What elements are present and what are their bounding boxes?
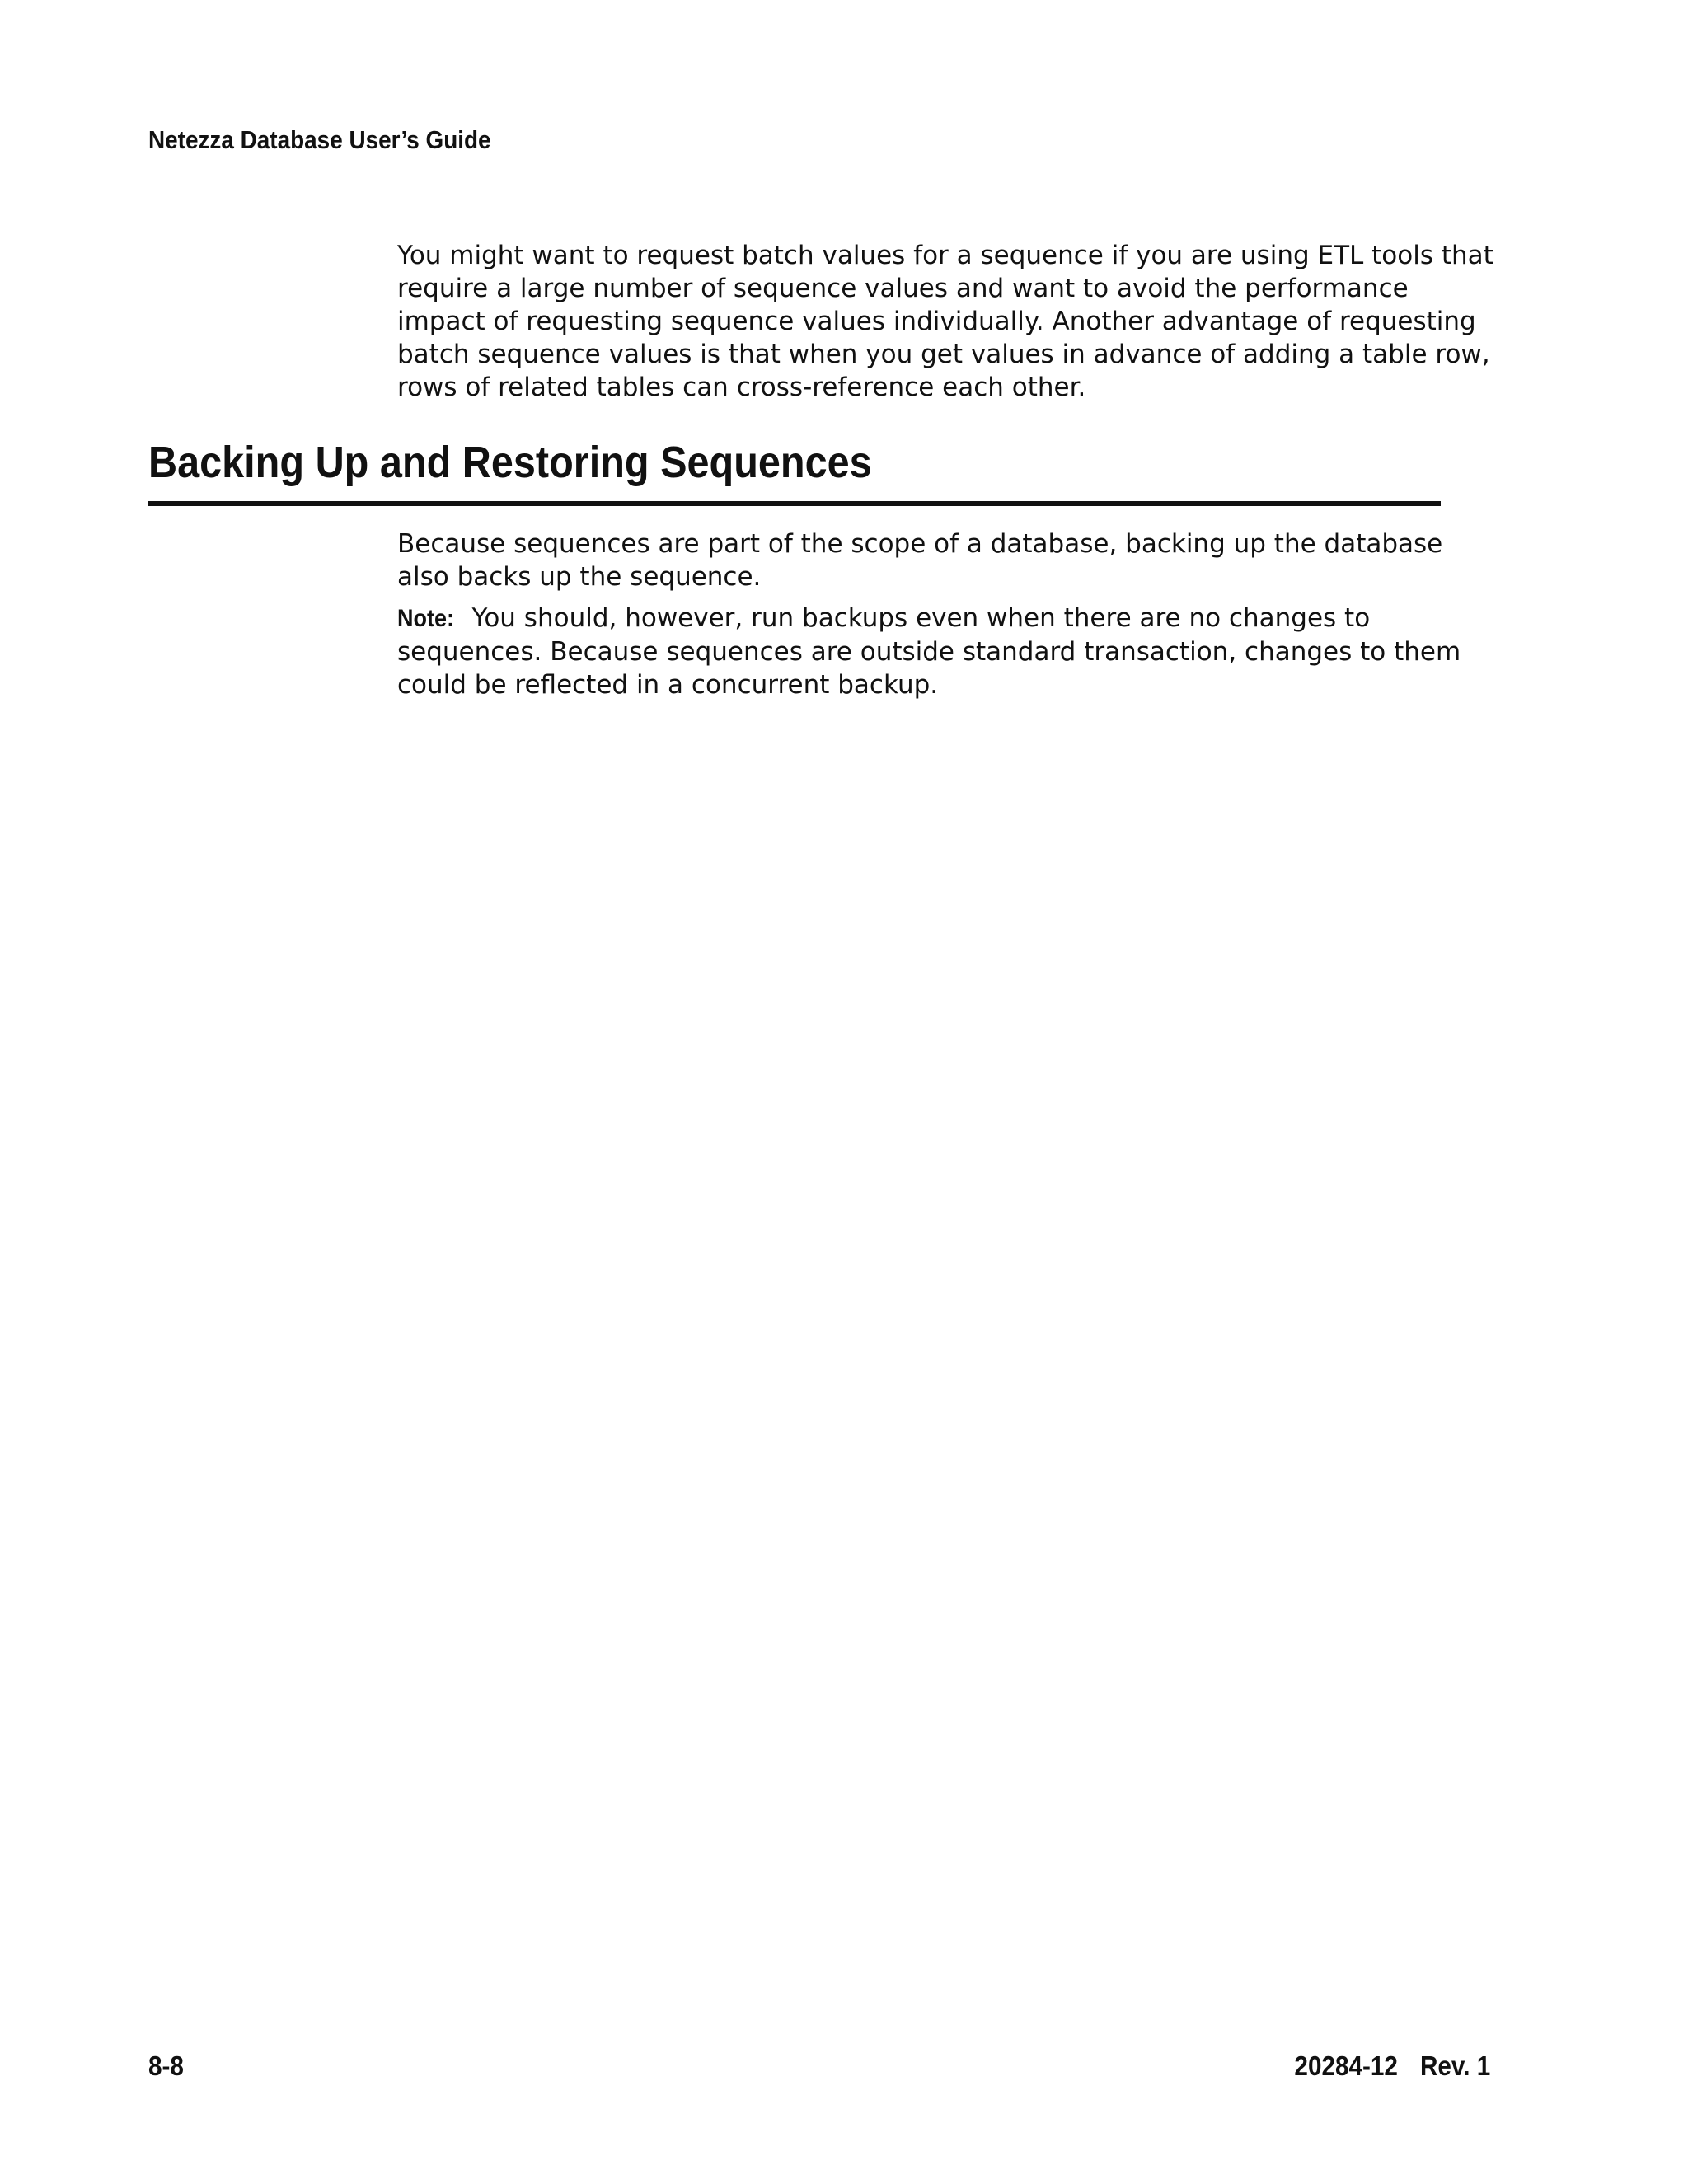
heading-rule	[148, 501, 1441, 506]
running-header: Netezza Database User’s Guide	[148, 125, 491, 154]
section-heading: Backing Up and Restoring Sequences	[148, 438, 872, 487]
note-label: Note:	[397, 605, 454, 632]
note-text: You should, however, run backups even when there are no changes to sequences. Because sequences are outside standard transaction, changes to them could be reflected in a concurrent backup.	[397, 603, 1461, 700]
doc-number: 20284-12	[1294, 2050, 1398, 2081]
revision: Rev. 1	[1419, 2050, 1490, 2081]
footer-doc-info	[1294, 2050, 1490, 2082]
intro-paragraph: You might want to request batch values for a sequence if you are using ETL tools that require a large number of sequence values and want to avoid the performance impact of requesting sequence values individually. Another advantage of requesting batch sequence values is that when you get values in advance of adding a table row, rows of related tables can cross-reference each other.	[397, 241, 1493, 402]
page-number: 8-8	[148, 2050, 184, 2081]
note-paragraph	[397, 602, 1493, 701]
section-paragraph: Because sequences are part of the scope of a database, backing up the database also backs up the sequence.	[397, 529, 1443, 592]
